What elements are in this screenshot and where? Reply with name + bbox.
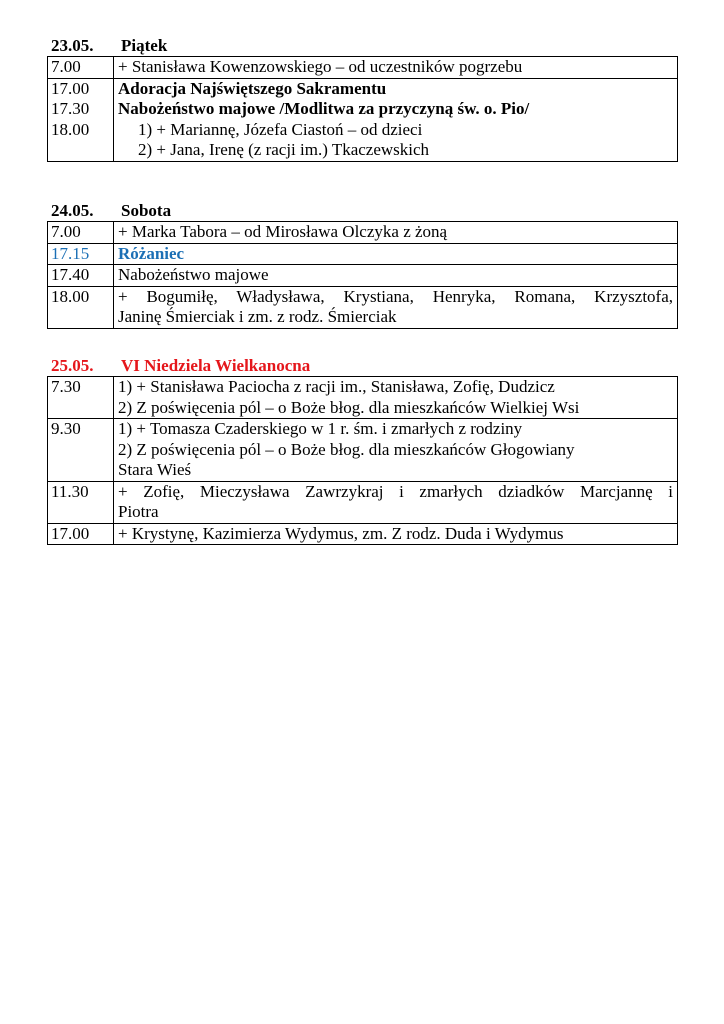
intention-cell: Nabożeństwo majowe	[114, 265, 678, 287]
intention-line: Stara Wieś	[118, 460, 192, 479]
intention-cell: + Marka Tabora – od Mirosława Olczyka z żoną	[114, 222, 678, 244]
intention-line: 1) + Stanisława Paciocha z racji im., Stanisława, Zofię, Dudzicz	[118, 377, 555, 396]
intention-line: 2) Z poświęcenia pól – o Boże błog. dla mieszkańców Głogowiany	[118, 439, 575, 459]
day-date: 23.05.	[51, 36, 94, 55]
may-devotion-title: Nabożeństwo majowe /Modlitwa za przyczyną św. o. Pio/	[118, 99, 530, 118]
intention-line: 2) + Jana, Irenę (z racji im.) Tkaczewskich	[138, 140, 430, 159]
table-row	[48, 265, 678, 287]
day-heading	[47, 36, 678, 56]
time-cell: 7.00	[48, 57, 114, 79]
intention-cell	[114, 377, 678, 419]
day-heading	[47, 201, 678, 221]
time-value: 18.00	[51, 119, 90, 139]
time-cell: 7.30	[48, 377, 114, 419]
schedule-table	[47, 56, 678, 162]
day-heading	[47, 356, 678, 376]
intention-line: Piotra	[118, 502, 159, 521]
intention-cell	[114, 481, 678, 523]
time-cell: 18.00	[48, 286, 114, 328]
intention-line: + Zofię, Mieczysława Zawrzykraj i zmarłych dziadków Marcjannę i	[118, 481, 673, 501]
table-row	[48, 78, 678, 161]
intention-cell	[114, 78, 678, 161]
table-row	[48, 222, 678, 244]
schedule-table	[47, 221, 678, 329]
table-row	[48, 57, 678, 79]
schedule-table	[47, 376, 678, 545]
intention-cell: + Stanisława Kowenzowskiego – od uczestników pogrzebu	[114, 57, 678, 79]
intention-cell	[114, 286, 678, 328]
intention-cell: + Krystynę, Kazimierza Wydymus, zm. Z rodz. Duda i Wydymus	[114, 523, 678, 545]
time-cell	[48, 78, 114, 161]
intention-line: 2) Z poświęcenia pól – o Boże błog. dla mieszkańców Wielkiej Wsi	[118, 397, 580, 417]
time-cell: 17.40	[48, 265, 114, 287]
table-row	[48, 377, 678, 419]
adoration-title: Adoracja Najświętszego Sakramentu	[118, 78, 387, 98]
day-name: VI Niedziela Wielkanocna	[121, 356, 311, 375]
time-cell: 17.00	[48, 523, 114, 545]
intention-line: 1) + Tomasza Czaderskiego w 1 r. śm. i zmarłych z rodziny	[118, 419, 523, 438]
time-value: 17.00	[51, 78, 90, 98]
time-cell: 17.15	[48, 243, 114, 265]
time-cell: 9.30	[48, 419, 114, 482]
table-row	[48, 419, 678, 482]
day-name: Sobota	[121, 201, 172, 220]
day-section-sunday	[47, 356, 678, 545]
day-date: 24.05.	[51, 201, 94, 220]
day-name: Piątek	[121, 36, 168, 55]
table-row	[48, 481, 678, 523]
intention-line: Janinę Śmierciak i zm. z rodz. Śmierciak	[118, 307, 397, 326]
intention-line: 1) + Mariannę, Józefa Ciastoń – od dzieci	[138, 119, 423, 139]
day-section-saturday	[47, 201, 678, 329]
time-value: 17.30	[51, 99, 90, 118]
table-row	[48, 243, 678, 265]
time-cell: 11.30	[48, 481, 114, 523]
intention-cell	[114, 419, 678, 482]
table-row	[48, 286, 678, 328]
day-date: 25.05.	[51, 356, 94, 375]
intention-line: + Bogumiłę, Władysława, Krystiana, Henryka, Romana, Krzysztofa,	[118, 286, 673, 306]
rosary-cell: Różaniec	[114, 243, 678, 265]
day-section-friday	[47, 36, 678, 162]
table-row	[48, 523, 678, 545]
time-cell: 7.00	[48, 222, 114, 244]
